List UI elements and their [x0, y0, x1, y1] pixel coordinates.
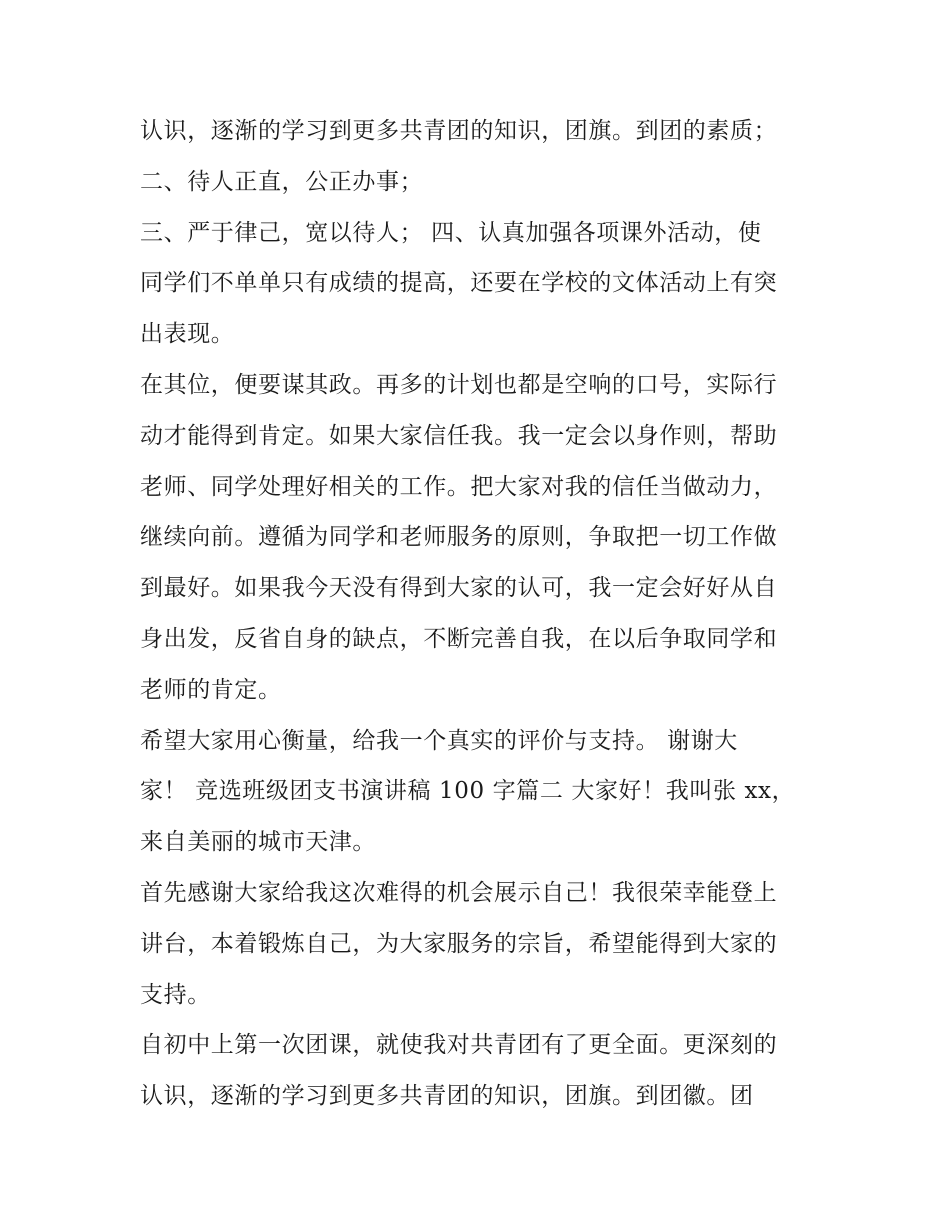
text-line-14: 家！ 竞选班级团支书演讲稿 100 字篇二 大家好！我叫张 xx， [140, 778, 796, 805]
text-line-13: 希望大家用心衡量，给我一个真实的评价与支持。 谢谢大 [140, 727, 738, 754]
text-line-2: 二、待人正直，公正办事； [140, 168, 424, 195]
text-line-5: 出表现。 [140, 321, 235, 348]
text-line-18: 支持。 [140, 981, 211, 1008]
text-line-10: 到最好。如果我今天没有得到大家的认可，我一定会好好从自 [140, 575, 778, 602]
text-line-1: 认识，逐渐的学习到更多共青团的知识，团旗。到团的素质； [140, 118, 778, 144]
text-line-11: 身出发，反省自身的缺点，不断完善自我，在以后争取同学和 [140, 625, 778, 652]
text-line-9: 继续向前。遵循为同学和老师服务的原则，争取把一切工作做 [140, 524, 778, 551]
text-line-12: 老师的肯定。 [140, 676, 282, 703]
text-line-3: 三、严于律己，宽以待人； 四、认真加强各项课外活动，使 [140, 219, 762, 246]
text-line-7: 动才能得到肯定。如果大家信任我。我一定会以身作则，帮助 [140, 422, 778, 449]
text-line-20: 认识，逐渐的学习到更多共青团的知识，团旗。到团徽。团 [140, 1083, 754, 1110]
text-line-17: 讲台，本着锻炼自己，为大家服务的宗旨，希望能得到大家的 [140, 930, 778, 957]
document-body [140, 106, 820, 1122]
text-line-15: 来自美丽的城市天津。 [140, 829, 376, 856]
text-line-19: 自初中上第一次团课，就使我对共青团有了更全面。更深刻的 [140, 1032, 778, 1059]
text-line-4: 同学们不单单只有成绩的提高，还要在学校的文体活动上有突 [140, 270, 778, 297]
text-line-8: 老师、同学处理好相关的工作。把大家对我的信任当做动力， [140, 473, 778, 500]
text-line-16: 首先感谢大家给我这次难得的机会展示自己！我很荣幸能登上 [140, 879, 778, 906]
text-line-6: 在其位，便要谋其政。再多的计划也都是空响的口号，实际行 [140, 371, 778, 398]
